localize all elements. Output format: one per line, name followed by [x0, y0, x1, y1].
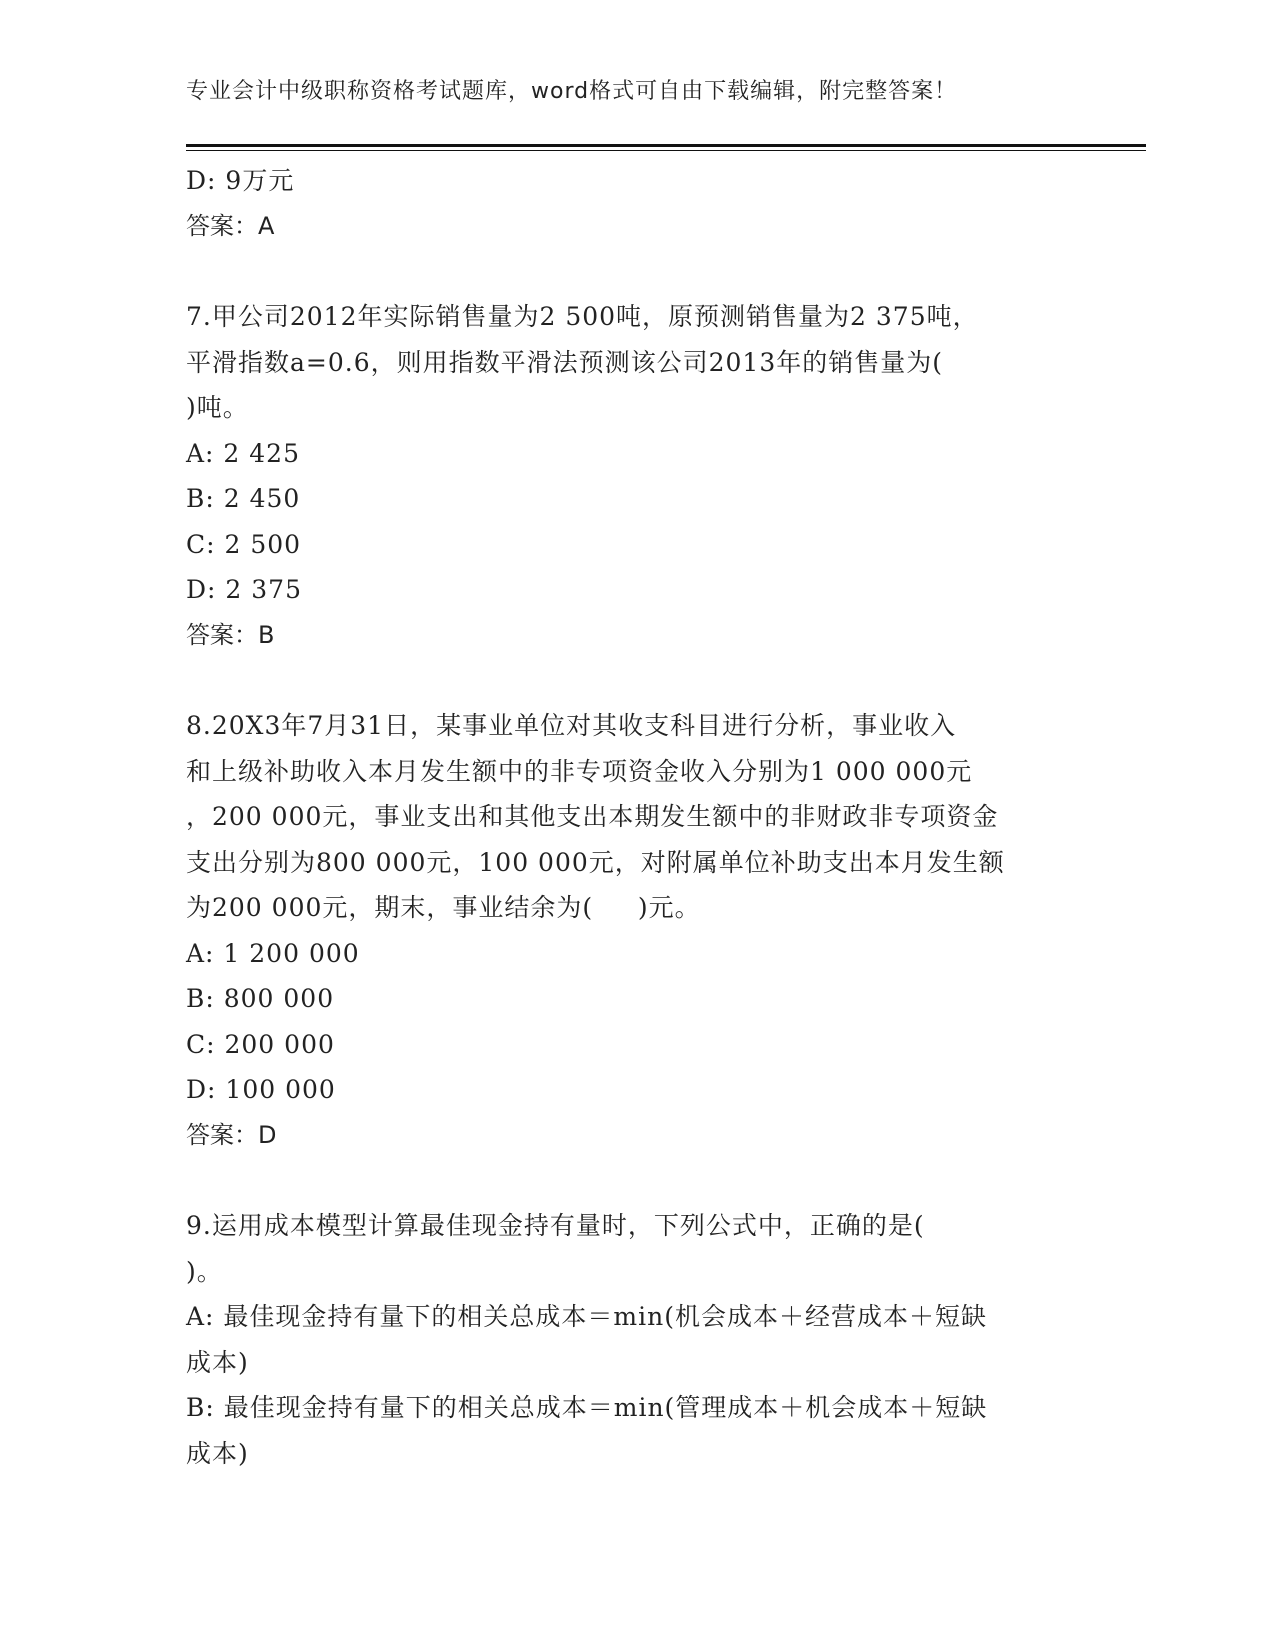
answer-line: 答案：D — [186, 1120, 277, 1149]
header-rule-thin — [186, 150, 1146, 151]
option-line: D: 9万元 — [186, 166, 295, 195]
question-line: 7.甲公司2012年实际销售量为2 500吨，原预测销售量为2 375吨， — [186, 302, 979, 331]
question-block-9 — [186, 1203, 1086, 1476]
question-line: )吨。 — [186, 393, 249, 422]
question-line: 平滑指数a=0.6，则用指数平滑法预测该公司2013年的销售量为( — [186, 347, 943, 377]
question-line: 支出分别为800 000元，100 000元，对附属单位补助支出本月发生额 — [186, 847, 1005, 877]
option-line: C: 200 000 — [186, 1029, 335, 1059]
question-line: ，200 000元，事业支出和其他支出本期发生额中的非财政非专项资金 — [186, 802, 999, 831]
question-line: 8.20X3年7月31日，某事业单位对其收支科目进行分析，事业收入 — [186, 711, 957, 740]
question-line: 为200 000元，期末，事业结余为( )元。 — [186, 893, 701, 922]
option-line: C: 2 500 — [186, 529, 302, 559]
page-header: 专业会计中级职称资格考试题库，word格式可自由下载编辑，附完整答案！ — [186, 79, 958, 104]
option-line: 成本) — [186, 1438, 249, 1468]
option-line: D: 100 000 — [186, 1075, 336, 1104]
question-line: 和上级补助收入本月发生额中的非专项资金收入分别为1 000 000元 — [186, 756, 973, 786]
question-block-6-tail — [186, 158, 1086, 249]
option-line: A: 1 200 000 — [186, 938, 360, 968]
question-line: 9.运用成本模型计算最佳现金持有量时，下列公式中，正确的是( — [186, 1211, 925, 1240]
option-line: B: 800 000 — [186, 984, 335, 1013]
answer-line: 答案：A — [186, 211, 275, 240]
question-block-7 — [186, 294, 1086, 658]
option-line: D: 2 375 — [186, 575, 302, 604]
question-content — [186, 158, 1086, 1476]
option-line: B: 最佳现金持有量下的相关总成本＝min(管理成本＋机会成本＋短缺 — [186, 1393, 988, 1422]
option-line: 成本) — [186, 1347, 249, 1377]
header-rule-thick — [186, 144, 1146, 147]
answer-line: 答案：B — [186, 620, 275, 649]
question-line: )。 — [186, 1256, 223, 1286]
option-line: B: 2 450 — [186, 484, 301, 513]
option-line: A: 最佳现金持有量下的相关总成本＝min(机会成本＋经营成本＋短缺 — [186, 1302, 987, 1331]
question-block-8 — [186, 703, 1086, 1158]
option-line: A: 2 425 — [186, 438, 300, 468]
